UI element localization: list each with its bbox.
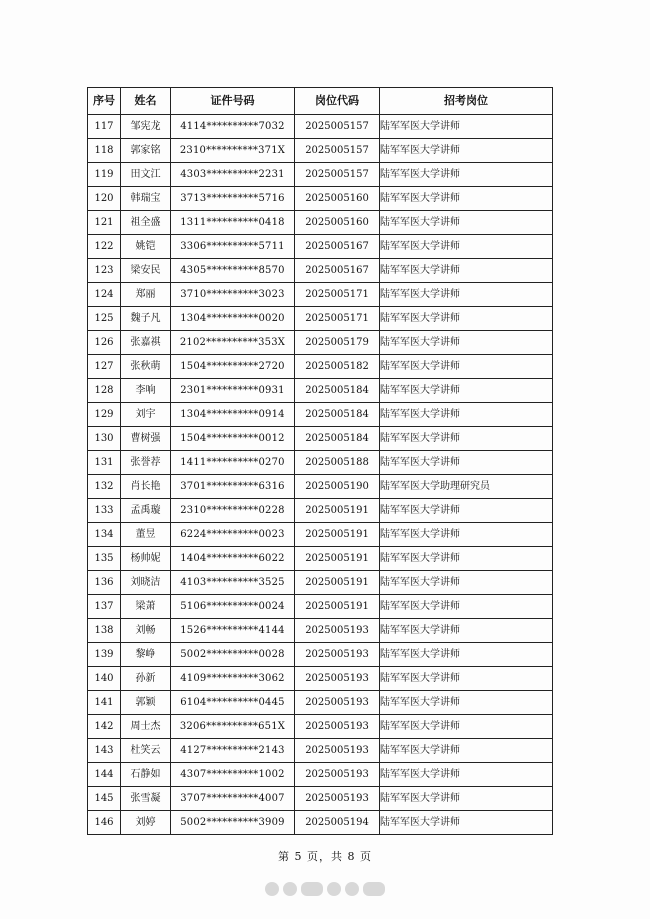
- cell-post-code: 2025005179: [295, 331, 380, 355]
- table-row: [88, 787, 553, 811]
- cell-post-code: 2025005160: [295, 211, 380, 235]
- cell-id-number: 4303**********2231: [171, 163, 295, 187]
- cell-name: 李响: [121, 379, 171, 403]
- cell-id-number: 4305**********8570: [171, 259, 295, 283]
- cell-id-number: 3710**********3023: [171, 283, 295, 307]
- cell-post-title: 陆军军医大学讲师: [380, 571, 553, 595]
- cell-post-title: 陆军军医大学讲师: [380, 139, 553, 163]
- cell-post-code: 2025005191: [295, 547, 380, 571]
- cell-seq: 129: [88, 403, 121, 427]
- cell-seq: 118: [88, 139, 121, 163]
- cell-id-number: 2310**********371X: [171, 139, 295, 163]
- cell-post-code: 2025005193: [295, 763, 380, 787]
- table-row: [88, 739, 553, 763]
- cell-seq: 145: [88, 787, 121, 811]
- cell-seq: 130: [88, 427, 121, 451]
- cell-seq: 144: [88, 763, 121, 787]
- cell-post-title: 陆军军医大学讲师: [380, 667, 553, 691]
- cell-post-title: 陆军军医大学讲师: [380, 355, 553, 379]
- cell-seq: 138: [88, 619, 121, 643]
- cell-post-code: 2025005184: [295, 427, 380, 451]
- table-row: [88, 235, 553, 259]
- cell-post-title: 陆军军医大学讲师: [380, 499, 553, 523]
- cell-id-number: 5002**********0028: [171, 643, 295, 667]
- cell-post-title: 陆军军医大学讲师: [380, 235, 553, 259]
- cell-post-code: 2025005194: [295, 811, 380, 835]
- cell-id-number: 1304**********0914: [171, 403, 295, 427]
- cell-name: 董昱: [121, 523, 171, 547]
- cell-name: 田文江: [121, 163, 171, 187]
- cell-post-code: 2025005190: [295, 475, 380, 499]
- cell-name: 刘宇: [121, 403, 171, 427]
- table-row: [88, 331, 553, 355]
- cell-seq: 125: [88, 307, 121, 331]
- table-row: [88, 667, 553, 691]
- cell-seq: 124: [88, 283, 121, 307]
- cell-id-number: 3707**********4007: [171, 787, 295, 811]
- table-row: [88, 523, 553, 547]
- cell-post-title: 陆军军医大学讲师: [380, 643, 553, 667]
- cell-post-code: 2025005167: [295, 259, 380, 283]
- table-row: [88, 259, 553, 283]
- cell-id-number: 1526**********4144: [171, 619, 295, 643]
- cell-post-title: 陆军军医大学讲师: [380, 379, 553, 403]
- cell-post-title: 陆军军医大学讲师: [380, 547, 553, 571]
- cell-post-title: 陆军军医大学讲师: [380, 163, 553, 187]
- table-row: [88, 403, 553, 427]
- cell-post-code: 2025005182: [295, 355, 380, 379]
- cell-id-number: 1311**********0418: [171, 211, 295, 235]
- cell-seq: 135: [88, 547, 121, 571]
- cell-post-code: 2025005157: [295, 115, 380, 139]
- cell-seq: 136: [88, 571, 121, 595]
- header-name: 姓名: [121, 88, 171, 115]
- cell-name: 杜笑云: [121, 739, 171, 763]
- cell-name: 孟禹璇: [121, 499, 171, 523]
- cell-id-number: 2310**********0228: [171, 499, 295, 523]
- cell-seq: 142: [88, 715, 121, 739]
- cell-post-code: 2025005193: [295, 691, 380, 715]
- table-row: [88, 571, 553, 595]
- cell-post-title: 陆军军医大学讲师: [380, 811, 553, 835]
- table-row: [88, 811, 553, 835]
- cell-seq: 121: [88, 211, 121, 235]
- table-row: [88, 619, 553, 643]
- header-seq: 序号: [88, 88, 121, 115]
- cell-id-number: 2102**********353X: [171, 331, 295, 355]
- header-id: 证件号码: [171, 88, 295, 115]
- cell-id-number: 5106**********0024: [171, 595, 295, 619]
- cell-seq: 134: [88, 523, 121, 547]
- cell-post-title: 陆军军医大学讲师: [380, 451, 553, 475]
- cell-name: 刘婷: [121, 811, 171, 835]
- cell-post-code: 2025005193: [295, 643, 380, 667]
- cell-name: 梁萧: [121, 595, 171, 619]
- cell-post-title: 陆军军医大学讲师: [380, 307, 553, 331]
- cell-seq: 132: [88, 475, 121, 499]
- cell-post-title: 陆军军医大学讲师: [380, 763, 553, 787]
- cell-post-title: 陆军军医大学讲师: [380, 619, 553, 643]
- cell-post-code: 2025005191: [295, 595, 380, 619]
- cell-seq: 128: [88, 379, 121, 403]
- cell-id-number: 4114**********7032: [171, 115, 295, 139]
- cell-post-code: 2025005160: [295, 187, 380, 211]
- cell-name: 郭家铭: [121, 139, 171, 163]
- cell-post-code: 2025005191: [295, 523, 380, 547]
- table-row: [88, 499, 553, 523]
- cell-id-number: 1404**********6022: [171, 547, 295, 571]
- table-body: [88, 115, 553, 835]
- cell-post-code: 2025005188: [295, 451, 380, 475]
- cell-post-code: 2025005191: [295, 499, 380, 523]
- cell-seq: 139: [88, 643, 121, 667]
- cell-name: 祖全盛: [121, 211, 171, 235]
- cell-seq: 137: [88, 595, 121, 619]
- cell-seq: 133: [88, 499, 121, 523]
- candidate-table: [87, 87, 553, 835]
- table-row: [88, 379, 553, 403]
- cell-id-number: 1504**********0012: [171, 427, 295, 451]
- cell-post-title: 陆军军医大学讲师: [380, 595, 553, 619]
- cell-post-title: 陆军军医大学讲师: [380, 427, 553, 451]
- table-row: [88, 163, 553, 187]
- cell-post-code: 2025005171: [295, 307, 380, 331]
- table-row: [88, 595, 553, 619]
- cell-id-number: 2301**********0931: [171, 379, 295, 403]
- cell-post-code: 2025005193: [295, 619, 380, 643]
- cell-name: 韩瑞宝: [121, 187, 171, 211]
- cell-post-code: 2025005193: [295, 787, 380, 811]
- cell-seq: 123: [88, 259, 121, 283]
- cell-name: 曹树强: [121, 427, 171, 451]
- cell-name: 肖长艳: [121, 475, 171, 499]
- cell-post-title: 陆军军医大学讲师: [380, 331, 553, 355]
- cell-post-title: 陆军军医大学讲师: [380, 787, 553, 811]
- cell-name: 郑丽: [121, 283, 171, 307]
- cell-name: 郭颖: [121, 691, 171, 715]
- cell-name: 石静如: [121, 763, 171, 787]
- cell-post-code: 2025005157: [295, 139, 380, 163]
- table-row: [88, 115, 553, 139]
- cell-id-number: 1304**********0020: [171, 307, 295, 331]
- cell-id-number: 4109**********3062: [171, 667, 295, 691]
- table-row: [88, 451, 553, 475]
- cell-id-number: 6224**********0023: [171, 523, 295, 547]
- cell-id-number: 3306**********5711: [171, 235, 295, 259]
- cell-seq: 117: [88, 115, 121, 139]
- cell-post-title: 陆军军医大学助理研究员: [380, 475, 553, 499]
- cell-seq: 119: [88, 163, 121, 187]
- cell-name: 孙新: [121, 667, 171, 691]
- cell-post-title: 陆军军医大学讲师: [380, 259, 553, 283]
- table-row: [88, 211, 553, 235]
- cell-post-code: 2025005193: [295, 715, 380, 739]
- cell-id-number: 1504**********2720: [171, 355, 295, 379]
- cell-post-title: 陆军军医大学讲师: [380, 691, 553, 715]
- table-row: [88, 643, 553, 667]
- cell-post-code: 2025005191: [295, 571, 380, 595]
- table-row: [88, 691, 553, 715]
- cell-post-code: 2025005184: [295, 403, 380, 427]
- cell-post-code: 2025005167: [295, 235, 380, 259]
- cell-post-title: 陆军军医大学讲师: [380, 715, 553, 739]
- table-row: [88, 283, 553, 307]
- cell-seq: 143: [88, 739, 121, 763]
- cell-name: 黎峥: [121, 643, 171, 667]
- cell-post-title: 陆军军医大学讲师: [380, 739, 553, 763]
- cell-id-number: 6104**********0445: [171, 691, 295, 715]
- header-post: 招考岗位: [380, 88, 553, 115]
- cell-name: 梁安民: [121, 259, 171, 283]
- cell-name: 张秋萌: [121, 355, 171, 379]
- table-row: [88, 307, 553, 331]
- cell-name: 张雪凝: [121, 787, 171, 811]
- watermark-logo: [0, 878, 650, 900]
- cell-name: 姚铠: [121, 235, 171, 259]
- cell-post-title: 陆军军医大学讲师: [380, 283, 553, 307]
- header-code: 岗位代码: [295, 88, 380, 115]
- cell-seq: 127: [88, 355, 121, 379]
- cell-id-number: 5002**********3909: [171, 811, 295, 835]
- cell-id-number: 3713**********5716: [171, 187, 295, 211]
- cell-seq: 141: [88, 691, 121, 715]
- table-row: [88, 187, 553, 211]
- cell-seq: 120: [88, 187, 121, 211]
- table-row: [88, 139, 553, 163]
- cell-name: 刘畅: [121, 619, 171, 643]
- cell-seq: 140: [88, 667, 121, 691]
- cell-post-title: 陆军军医大学讲师: [380, 211, 553, 235]
- cell-name: 张嘉祺: [121, 331, 171, 355]
- table-row: [88, 475, 553, 499]
- cell-post-code: 2025005184: [295, 379, 380, 403]
- cell-post-title: 陆军军医大学讲师: [380, 115, 553, 139]
- table-row: [88, 547, 553, 571]
- cell-seq: 146: [88, 811, 121, 835]
- cell-post-code: 2025005171: [295, 283, 380, 307]
- cell-name: 邹宪龙: [121, 115, 171, 139]
- cell-id-number: 4127**********2143: [171, 739, 295, 763]
- cell-name: 张誉荐: [121, 451, 171, 475]
- table-row: [88, 763, 553, 787]
- cell-post-code: 2025005157: [295, 163, 380, 187]
- table-row: [88, 427, 553, 451]
- cell-post-code: 2025005193: [295, 667, 380, 691]
- cell-seq: 126: [88, 331, 121, 355]
- cell-post-title: 陆军军医大学讲师: [380, 523, 553, 547]
- cell-id-number: 3701**********6316: [171, 475, 295, 499]
- cell-id-number: 4103**********3525: [171, 571, 295, 595]
- cell-name: 周士杰: [121, 715, 171, 739]
- page-number: 第 5 页，共 8 页: [278, 850, 372, 863]
- cell-post-title: 陆军军医大学讲师: [380, 187, 553, 211]
- cell-id-number: 4307**********1002: [171, 763, 295, 787]
- cell-seq: 122: [88, 235, 121, 259]
- cell-seq: 131: [88, 451, 121, 475]
- table-header-row: [88, 88, 553, 115]
- cell-id-number: 3206**********651X: [171, 715, 295, 739]
- cell-post-code: 2025005193: [295, 739, 380, 763]
- cell-name: 刘晓洁: [121, 571, 171, 595]
- cell-id-number: 1411**********0270: [171, 451, 295, 475]
- cell-name: 杨帅妮: [121, 547, 171, 571]
- table-row: [88, 355, 553, 379]
- cell-name: 魏子凡: [121, 307, 171, 331]
- cell-post-title: 陆军军医大学讲师: [380, 403, 553, 427]
- table-row: [88, 715, 553, 739]
